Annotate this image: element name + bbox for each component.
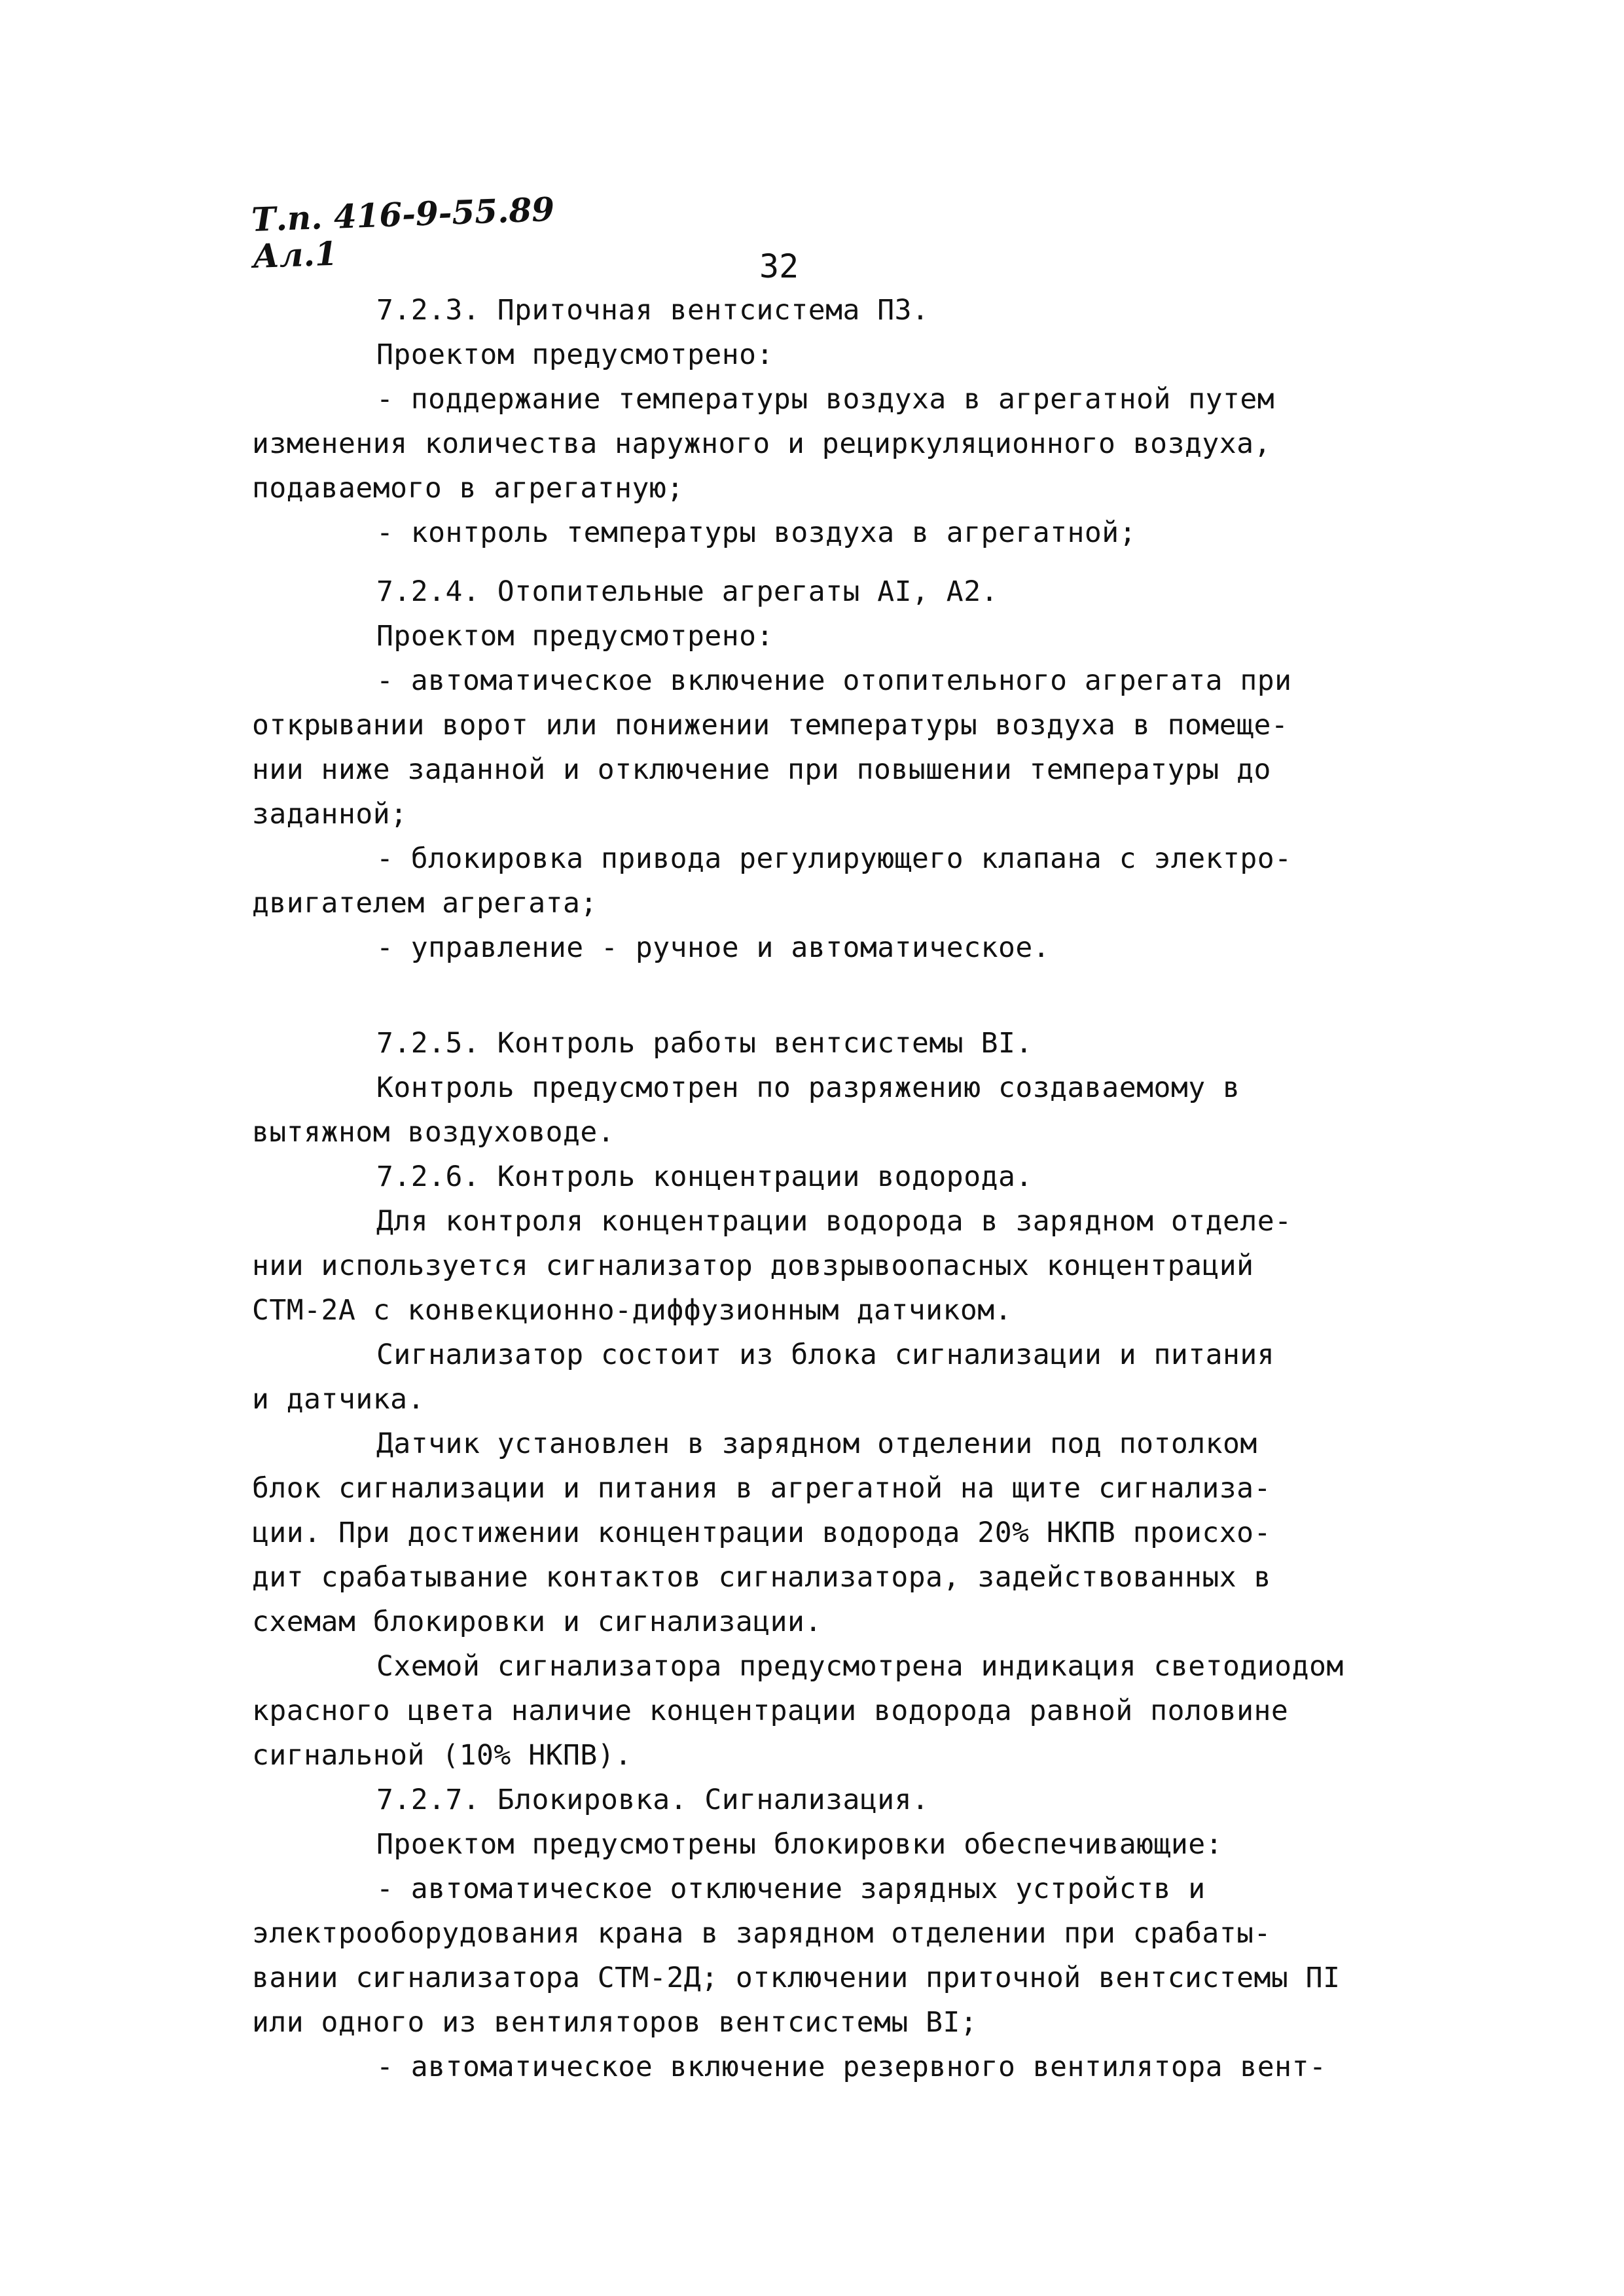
section-7-2-6-title: 7.2.6. Контроль концентрации водорода. <box>376 1160 1033 1193</box>
paragraph-line: ции. При достижении концентрации водорода 20% НКПВ происхо- <box>252 1516 1271 1549</box>
document-stamp <box>251 191 556 275</box>
paragraph-line: блок сигнализации и питания в агрегатной на щите сигнализа- <box>252 1472 1271 1505</box>
paragraph-line: СТМ-2А с конвекционно-диффузионным датчиком. <box>252 1294 1013 1327</box>
paragraph-line: красного цвета наличие концентрации водорода равной половине <box>252 1695 1289 1727</box>
paragraph-line: электрооборудования крана в зарядном отделении при срабаты- <box>252 1917 1271 1950</box>
section-7-2-4-title: 7.2.4. Отопительные агрегаты AI, A2. <box>376 575 998 608</box>
paragraph-line: нии используется сигнализатор довзрывоопасных концентраций <box>252 1249 1254 1282</box>
paragraph-line: вытяжном воздуховоде. <box>252 1116 615 1149</box>
paragraph-line: - поддержание температуры воздуха в агрегатной путем <box>376 383 1275 416</box>
stamp-line-2: Ал.1 <box>252 234 338 276</box>
paragraph-line: Для контроля концентрации водорода в зарядном отделе- <box>376 1205 1292 1238</box>
paragraph-line: заданной; <box>252 798 408 831</box>
paragraph-line: Сигнализатор состоит из блока сигнализации и питания <box>376 1338 1275 1371</box>
paragraph-line: вании сигнализатора СТМ-2Д; отключении приточной вентсистемы ПI <box>252 1962 1341 1994</box>
section-7-2-3-title: 7.2.3. Приточная вентсистема П3. <box>376 294 929 327</box>
paragraph-line: двигателем агрегата; <box>252 887 598 920</box>
page-number: 32 <box>759 247 799 285</box>
paragraph-line: дит срабатывание контактов сигнализатора, задействованных в <box>252 1561 1271 1594</box>
paragraph-line: - автоматическое включение резервного вентилятора вент- <box>376 2051 1327 2083</box>
document-body <box>252 288 1404 2089</box>
paragraph-line: Проектом предусмотрено: <box>376 338 774 371</box>
paragraph-line: схемам блокировки и сигнализации. <box>252 1605 822 1638</box>
paragraph-line: сигнальной (10% НКПВ). <box>252 1739 632 1772</box>
paragraph-line: - автоматическое отключение зарядных устройств и <box>376 1873 1206 1905</box>
paragraph-line: или одного из вентиляторов вентсистемы BI; <box>252 2006 978 2039</box>
paragraph-line: нии ниже заданной и отключение при повышении температуры до <box>252 753 1271 786</box>
paragraph-line: - автоматическое включение отопительного агрегата при <box>376 664 1292 697</box>
section-7-2-7-title: 7.2.7. Блокировка. Сигнализация. <box>376 1784 929 1816</box>
paragraph-line: изменения количества наружного и рециркуляционного воздуха, <box>252 427 1271 460</box>
paragraph-line: Проектом предусмотрено: <box>376 620 774 653</box>
paragraph-line: подаваемого в агрегатную; <box>252 472 684 505</box>
paragraph-line: открывании ворот или понижении температуры воздуха в помеще- <box>252 709 1289 742</box>
paragraph-line: - контроль температуры воздуха в агрегатной; <box>376 516 1137 549</box>
paragraph-line: - блокировка привода регулирующего клапана с электро- <box>376 842 1292 875</box>
paragraph-line: - управление - ручное и автоматическое. <box>376 931 1051 964</box>
paragraph-line: Схемой сигнализатора предусмотрена индикация светодиодом <box>376 1650 1344 1683</box>
paragraph-line: и датчика. <box>252 1383 425 1416</box>
paragraph-line: Датчик установлен в зарядном отделении под потолком <box>376 1427 1257 1460</box>
section-7-2-5-title: 7.2.5. Контроль работы вентсистемы BI. <box>376 1027 1033 1060</box>
paragraph-line: Проектом предусмотрены блокировки обеспечивающие: <box>376 1828 1223 1861</box>
stamp-line-1: Т.п. 416-9-55.89 <box>251 189 555 240</box>
paragraph-line: Контроль предусмотрен по разряжению создаваемому в <box>376 1071 1240 1104</box>
